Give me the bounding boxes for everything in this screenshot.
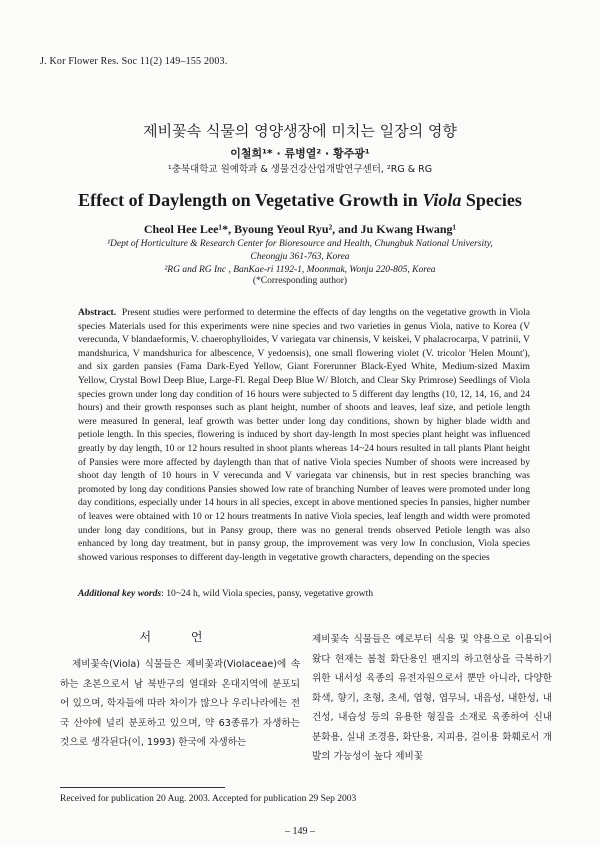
- english-title-italic: Viola: [422, 190, 462, 210]
- english-authors: Cheol Hee Lee¹*, Byoung Yeoul Ryu², and Ju Kwang Hwang¹: [143, 222, 457, 236]
- abstract-label: Abstract.: [78, 307, 117, 318]
- keywords-label: Additional key words: [78, 588, 162, 599]
- received-note: Received for publication 20 Aug. 2003. Accepted for publication 29 Sep 2003: [60, 794, 357, 804]
- abstract-text: Present studies were performed to determine the effects of day lengths on the vegetative growth in Viola species Materials used for this experiments were nine species and two varieties in genus Viola, native to Korea (V verecunda, V blandaeformis, V. chaerophylloides, V variegata var chinensis, V keiskei, V phalacrocarpa, V patrinii, V mandshurica, V mandshurica for albescence, V yedoensis), one small flowering violet (V. tricolor 'Helen Mount'), and six garden pansies (Fama Dark-Eyed Yellow, Giant Forerunner Black-Eyed White, Medium-sized Maxim Yellow, Crystal Bowl Deep Blue, Large-Fl. Regal Deep Blue W/ Blotch, and Clear Sky Primrose) Seedlings of Viola species grown under long day condition of 16 hours were subjected to 5 different day lengths (10, 12, 14, 16, and 24 hours) and their growth responses such as plant height, number of shoots and leaves, leaf size, and petiole length were measured In general, leaf growth was better under long day conditions, shown by higher blade width and petiole length. In this species, flowering is induced by short day-length In most species plant height was influenced greatly by day length, 10 or 12 hours resulted in shoot plants whereas 14~24 hours resulted in tall plants Plant height of Pansies were more affected by daylength than that of native Viola species Number of shoots were increased by shoot day length of 10 hours in V verecunda and V variegata var chinensis, but in rest species branching was promoted by long day conditions Pansies showed low rate of branching Number of leaves were promoted under long day conditions, especially under 14 hours in all species, except in above mentioned species In pansies, higher number of leaves were obtained with 10 or 12 hours treatments In native Viola species, leaf length and width were promoted under long day conditions, but in Pansy group, there was no general trends observed Petiole length was also enhanced by long day treatment, but in pansy group, the improvement was very low In conclusion, Viola species showed various responses to different day-length in vegetative growth characters, depending on the species: [78, 307, 530, 563]
- section-heading: 서 언: [139, 630, 221, 644]
- affiliation-1-line-2: Cheongju 361-763, Korea: [250, 252, 350, 262]
- corresponding-author: (*Corresponding author): [252, 276, 348, 286]
- korean-affiliation: ¹충북대학교 원예학과 & 생물건강산업개발연구센터, ²RG & RG: [167, 164, 433, 175]
- body-column-left: 제비꽃속(Viola) 식물들은 제비꽃과(Violaceae)에 속하는 초본으로서 남 북반구의 열대와 온대지역에 분포되어 있으며, 학자들에 따라 차이가 많으나 우리나라에는 전국 산야에 널리 분포하고 있으며, 약 63종류가 자생하는 것으로 생각된다(이, 1993) 한국에 자생하는: [60, 659, 300, 748]
- abstract: [78, 306, 530, 564]
- journal-citation: J. Kor Flower Res. Soc 11(2) 149–155 2003.: [40, 56, 228, 67]
- korean-authors: 이철희¹* · 류병열² · 황주광¹: [230, 147, 370, 160]
- footnote-divider: [60, 787, 225, 788]
- body-column-right: 제비꽃속 식물들은 예로부터 식용 및 약용으로 이용되어 왔다 현재는 봄철 화단용인 팬지의 하고현상을 극복하기 위한 내서성 육종의 유전자원으로서 뿐만 아니라, 다양한 화색, 향기, 초형, 초세, 엽형, 엽무늬, 내음성, 내한성, 내건성, 내습성 등의 유용한 형질을 소재로 육종하여 신내 분화용, 실내 조경용, 화단용, 지피용, 걸이용 화훼로서 개발의 가능성이 높다 제비꽃: [312, 634, 552, 762]
- keywords-text: : 10~24 h, wild Viola species, pansy, vegetative growth: [161, 588, 374, 599]
- english-title: [0, 190, 600, 211]
- english-title-main: Effect of Daylength on Vegetative Growth in: [78, 190, 423, 210]
- korean-title: 제비꽃속 식물의 영양생장에 미치는 일장의 영향: [143, 122, 457, 140]
- page-number: – 149 –: [285, 826, 315, 837]
- affiliation-2: ²RG and RG Inc , BanKae-ri 1192-1, Moonmak, Wonju 220-805, Korea: [164, 265, 436, 275]
- keywords: [78, 588, 530, 599]
- affiliation-1: [0, 238, 600, 264]
- english-title-tail: Species: [461, 190, 522, 210]
- affiliation-1-line-1: ¹Dept of Horticulture & Research Center for Bioresource and Health, Chungbuk National University,: [107, 239, 493, 249]
